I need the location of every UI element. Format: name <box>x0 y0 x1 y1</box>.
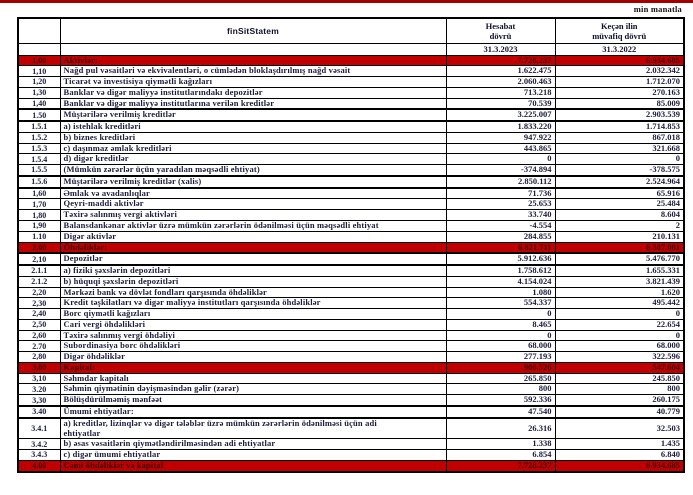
row-value-prior: 68.000 <box>555 341 684 352</box>
row-value-current: 8.465 <box>446 319 555 330</box>
prior-period-label-line1: Keçən ilin <box>600 20 638 31</box>
table-row <box>18 341 684 352</box>
row-value-prior: 322.596 <box>555 352 684 363</box>
row-label <box>60 87 446 98</box>
row-number: 3,00 <box>18 362 60 373</box>
row-value-current: 443.865 <box>446 143 555 154</box>
row-number: 2.1.2 <box>18 276 60 287</box>
row-number: 1,90 <box>18 220 60 231</box>
row-value-prior: 22.654 <box>555 319 684 330</box>
row-label-text: Balansdankənar aktivlər üzrə mümkün zərərlərin ödənilməsi üçün məqsədli ehtiyat <box>63 220 379 230</box>
row-label-text: Təxirə salınmış vergi aktivləri <box>63 209 177 220</box>
row-label <box>60 298 446 309</box>
row-label-text: Depozitlər <box>63 253 103 264</box>
table-row <box>18 406 684 418</box>
row-label-text: Öhdəliklər: <box>63 242 108 252</box>
row-label <box>60 406 446 418</box>
row-value-current: 592.336 <box>446 395 555 406</box>
table-row <box>18 450 684 461</box>
row-label-text: Kredit təşkilatları və digər maliyyə institutları qarşısında öhdəliklər <box>63 297 321 308</box>
table-row <box>18 439 684 450</box>
table-row <box>18 220 684 231</box>
row-value-current: 7.728.237 <box>446 55 555 66</box>
row-value-current: 4.154.024 <box>446 276 555 287</box>
row-label <box>60 362 446 373</box>
row-label <box>60 98 446 109</box>
dates-row <box>18 43 684 55</box>
row-value-prior: 210.131 <box>555 231 684 242</box>
row-value-prior: 1.435 <box>555 439 684 450</box>
row-label-text: b) biznes kreditləri <box>63 132 136 142</box>
row-label-text: Səhmin qiymətinin dəyişməsindən gəlir (zərər) <box>63 383 240 394</box>
header-number-cell <box>18 18 60 43</box>
unit-note: min manatla <box>633 4 682 14</box>
row-number: 3,30 <box>18 395 60 406</box>
table-row <box>18 253 684 265</box>
row-number: 3.40 <box>18 406 60 418</box>
current-period-date: 31.3.2023 <box>446 43 555 55</box>
row-value-prior: 0 <box>555 154 684 165</box>
table-row <box>18 242 684 253</box>
table-row <box>18 362 684 373</box>
row-number: 1.5.4 <box>18 154 60 165</box>
row-value-prior: 800 <box>555 384 684 395</box>
row-label-text: Banklar və digər maliyyə institutlarındakı depozitlər <box>63 87 263 97</box>
row-label <box>60 199 446 210</box>
table-row <box>18 87 684 98</box>
row-label <box>60 287 446 298</box>
row-number: 1.5.1 <box>18 121 60 132</box>
row-label-text: Müştərilərə verilmiş kreditlər (xalis) <box>63 175 202 186</box>
table-row <box>18 143 684 154</box>
row-label <box>60 176 446 188</box>
current-period-label-line2: dövrü <box>489 30 512 41</box>
row-value-current: 1.833.220 <box>446 121 555 132</box>
row-value-current: 0 <box>446 330 555 341</box>
row-number: 3.20 <box>18 384 60 395</box>
row-label-text: Cari vergi öhdəlikləri <box>63 319 146 329</box>
row-label-text: a) fiziki şəxslərin depozitləri <box>63 265 171 276</box>
row-number: 3.4.2 <box>18 439 60 450</box>
row-number: 2,20 <box>18 287 60 298</box>
row-label <box>60 352 446 363</box>
row-label <box>60 395 446 406</box>
table-row <box>18 373 684 384</box>
row-label <box>60 265 446 276</box>
row-label-text: d) digər kreditlər <box>63 153 129 164</box>
row-value-current: 2.850.112 <box>446 176 555 188</box>
row-number: 1.5.6 <box>18 176 60 188</box>
row-value-prior: 65.916 <box>555 188 684 199</box>
row-value-prior: 260.175 <box>555 395 684 406</box>
row-label <box>60 220 446 231</box>
row-value-prior: 5.476.770 <box>555 253 684 265</box>
row-value-prior: 2.903.539 <box>555 109 684 121</box>
row-label-text: (Mümkün zərərlər üçün yaradılan məqsədli ehtiyat) <box>63 164 260 175</box>
row-label-text: Ümumi ehtiyatlar: <box>63 406 134 416</box>
row-label-text: c) digər ümumi ehtiyatlar <box>63 449 161 460</box>
row-value-prior: 32.503 <box>555 418 684 439</box>
row-label <box>60 121 446 132</box>
row-number: 2,10 <box>18 253 60 265</box>
row-label-text: Aktivlər: <box>63 55 98 65</box>
row-label <box>60 373 446 384</box>
row-value-current: 1.338 <box>446 439 555 450</box>
row-value-current: 277.193 <box>446 352 555 363</box>
table-row <box>18 352 684 363</box>
row-value-current: 800 <box>446 384 555 395</box>
row-label-text: Borc qiymətli kağızları <box>63 308 151 319</box>
row-number: 1,70 <box>18 199 60 210</box>
current-period-label-line1: Hesabat <box>485 20 516 31</box>
row-value-prior: 6.934.685 <box>555 55 684 66</box>
row-value-prior: 867.018 <box>555 132 684 143</box>
row-number: 3,10 <box>18 373 60 384</box>
row-number: 2.1.1 <box>18 265 60 276</box>
row-label <box>60 460 446 471</box>
table-row <box>18 176 684 188</box>
row-label <box>60 276 446 287</box>
row-value-prior: 40.779 <box>555 406 684 418</box>
row-label-text: Mərkəzi bank və dövlət fondları qarşısında öhdəliklər <box>63 287 267 297</box>
row-label <box>60 154 446 165</box>
table-row <box>18 330 684 341</box>
table-body <box>18 55 684 472</box>
table-row <box>18 231 684 242</box>
row-number: 1,80 <box>18 210 60 221</box>
row-value-current: 71.736 <box>446 188 555 199</box>
row-label <box>60 341 446 352</box>
row-value-current: 1.622.475 <box>446 66 555 77</box>
row-value-current: 47.540 <box>446 406 555 418</box>
row-number: 3.4.1 <box>18 418 60 439</box>
row-label-text: Kapital: <box>63 362 95 372</box>
row-value-current: 0 <box>446 154 555 165</box>
table-row <box>18 460 684 471</box>
row-number: 4,00 <box>18 460 60 471</box>
table-row <box>18 132 684 143</box>
row-label <box>60 450 446 461</box>
table-row <box>18 287 684 298</box>
row-label <box>60 77 446 88</box>
row-value-prior: 245.850 <box>555 373 684 384</box>
row-number: 1,30 <box>18 87 60 98</box>
row-value-current: 6.821.711 <box>446 242 555 253</box>
table-row <box>18 309 684 320</box>
row-value-current: 265.850 <box>446 373 555 384</box>
row-value-prior: 321.668 <box>555 143 684 154</box>
table-row <box>18 199 684 210</box>
top-divider-rule <box>0 0 693 3</box>
row-value-current: -4.554 <box>446 220 555 231</box>
table-row <box>18 418 684 439</box>
row-label-text: Səhmdar kapitalı <box>63 373 129 383</box>
row-label <box>60 210 446 221</box>
dates-number-cell <box>18 43 60 55</box>
row-value-current: 947.922 <box>446 132 555 143</box>
row-value-prior: 1.712.070 <box>555 77 684 88</box>
table-row <box>18 165 684 176</box>
row-label-text: Əmlak və avadanlıqlar <box>63 187 150 198</box>
row-value-prior: 6.934.685 <box>555 460 684 471</box>
row-value-prior: 1.714.853 <box>555 121 684 132</box>
row-number: 2,30 <box>18 298 60 309</box>
table-row <box>18 55 684 66</box>
table-row <box>18 154 684 165</box>
row-number: 2,00 <box>18 242 60 253</box>
row-value-current: 5.912.636 <box>446 253 555 265</box>
balance-sheet-table <box>17 17 685 473</box>
prior-period-label-line2: müvafiq dövrü <box>592 30 647 41</box>
dates-spacer-cell <box>60 43 446 55</box>
row-label-text: Digər aktivlər <box>63 231 117 241</box>
row-label-text: Ticarət və investisiya qiymətli kağızları <box>63 76 213 87</box>
row-label-text: a) istehlak kreditləri <box>63 121 141 132</box>
row-label <box>60 132 446 143</box>
row-label <box>60 143 446 154</box>
row-number: 1.5.3 <box>18 143 60 154</box>
row-number: 1,10 <box>18 66 60 77</box>
row-number: 1,00 <box>18 55 60 66</box>
table-row <box>18 265 684 276</box>
table-row <box>18 298 684 309</box>
prior-period-header <box>555 18 684 43</box>
row-label-text: Qeyri-maddi aktivlər <box>63 198 144 209</box>
row-label-text: Digər öhdəliklər <box>63 351 126 362</box>
row-number: 2.70 <box>18 341 60 352</box>
row-number: 2,50 <box>18 319 60 330</box>
row-number: 1,60 <box>18 188 60 199</box>
row-value-prior: -378.575 <box>555 165 684 176</box>
row-label-text: Subordinasiya borc öhdəlikləri <box>63 340 181 351</box>
table-row <box>18 210 684 221</box>
row-label-text: c) daşınmaz əmlak kreditləri <box>63 143 172 153</box>
row-value-prior: 1.655.331 <box>555 265 684 276</box>
row-label-text: Nağd pul vəsaitləri və ekvivalentləri, o cümlədən bloklaşdırılmış nağd vəsait <box>63 65 351 76</box>
row-number: 2,80 <box>18 352 60 363</box>
row-value-current: 3.225.007 <box>446 109 555 121</box>
row-value-prior: 270.163 <box>555 87 684 98</box>
row-label <box>60 66 446 77</box>
row-label-text: Banklar və digər maliyyə institutlarına verilən kreditlər <box>63 98 275 108</box>
table-row <box>18 109 684 121</box>
row-value-current: 70.539 <box>446 98 555 109</box>
row-value-prior: 2 <box>555 220 684 231</box>
table-row <box>18 66 684 77</box>
row-value-prior: 1.620 <box>555 287 684 298</box>
row-label <box>60 330 446 341</box>
row-label <box>60 231 446 242</box>
row-label-text: b) əsas vəsaitlərin qiymətləndirilməsindən adi ehtiyatlar <box>63 438 276 449</box>
row-label <box>60 439 446 450</box>
row-number: 1.50 <box>18 109 60 121</box>
current-period-header <box>446 18 555 43</box>
table-row <box>18 121 684 132</box>
row-value-current: 25.653 <box>446 199 555 210</box>
row-label-text: a) kreditlər, lizinqlər və digər tələblər üzrə mümkün zərərlərin ödənilməsi üçün adi ehtiyatlar <box>63 417 377 438</box>
table-row <box>18 98 684 109</box>
row-label <box>60 55 446 66</box>
row-value-current: 906.526 <box>446 362 555 373</box>
statement-title: finSitStatem <box>60 18 446 43</box>
row-label-text: Təxirə salınmış vergi öhdəliyi <box>63 330 175 340</box>
row-label <box>60 319 446 330</box>
row-label-text: Cəmi öhdəliklər və kapital <box>63 460 164 470</box>
row-label <box>60 309 446 320</box>
row-number: 1,20 <box>18 77 60 88</box>
row-label <box>60 418 446 439</box>
row-number: 1.10 <box>18 231 60 242</box>
row-value-prior: 495.442 <box>555 298 684 309</box>
header-row <box>18 18 684 43</box>
table-row <box>18 395 684 406</box>
row-value-prior: 85.009 <box>555 98 684 109</box>
row-number: 3.4.3 <box>18 450 60 461</box>
row-value-prior: 6.840 <box>555 450 684 461</box>
row-value-prior: 547.604 <box>555 362 684 373</box>
row-label <box>60 188 446 199</box>
row-value-prior: 6.387.081 <box>555 242 684 253</box>
row-label-text: Müştərilərə verilmiş kreditlər <box>63 109 176 120</box>
row-value-prior: 0 <box>555 309 684 320</box>
table-row <box>18 384 684 395</box>
row-value-current: 1.080 <box>446 287 555 298</box>
row-value-current: 284.855 <box>446 231 555 242</box>
row-value-current: 554.337 <box>446 298 555 309</box>
row-value-current: -374.894 <box>446 165 555 176</box>
row-label-text: Bölüşdürülməmiş mənfəət <box>63 394 163 405</box>
table-row <box>18 276 684 287</box>
row-label <box>60 109 446 121</box>
row-value-current: 1.758.612 <box>446 265 555 276</box>
row-number: 1.5.2 <box>18 132 60 143</box>
row-value-prior: 3.821.439 <box>555 276 684 287</box>
row-number: 1,40 <box>18 98 60 109</box>
row-value-current: 26.316 <box>446 418 555 439</box>
table-row <box>18 319 684 330</box>
row-label <box>60 242 446 253</box>
row-value-prior: 25.484 <box>555 199 684 210</box>
row-number: 2,60 <box>18 330 60 341</box>
row-label-text: b) hüquqi şəxslərin depozitləri <box>63 276 179 286</box>
row-value-prior: 8.604 <box>555 210 684 221</box>
row-number: 2,40 <box>18 309 60 320</box>
row-value-prior: 0 <box>555 330 684 341</box>
row-value-current: 0 <box>446 309 555 320</box>
row-label <box>60 253 446 265</box>
row-value-current: 2.060.463 <box>446 77 555 88</box>
prior-period-date: 31.3.2022 <box>555 43 684 55</box>
row-value-current: 33.740 <box>446 210 555 221</box>
row-value-current: 7.728.237 <box>446 460 555 471</box>
row-value-prior: 2.032.342 <box>555 66 684 77</box>
row-value-current: 6.854 <box>446 450 555 461</box>
table-row <box>18 188 684 199</box>
row-number: 1.5.5 <box>18 165 60 176</box>
row-value-current: 68.000 <box>446 341 555 352</box>
row-value-current: 713.218 <box>446 87 555 98</box>
row-label <box>60 384 446 395</box>
table-row <box>18 77 684 88</box>
row-value-prior: 2.524.964 <box>555 176 684 188</box>
row-label <box>60 165 446 176</box>
